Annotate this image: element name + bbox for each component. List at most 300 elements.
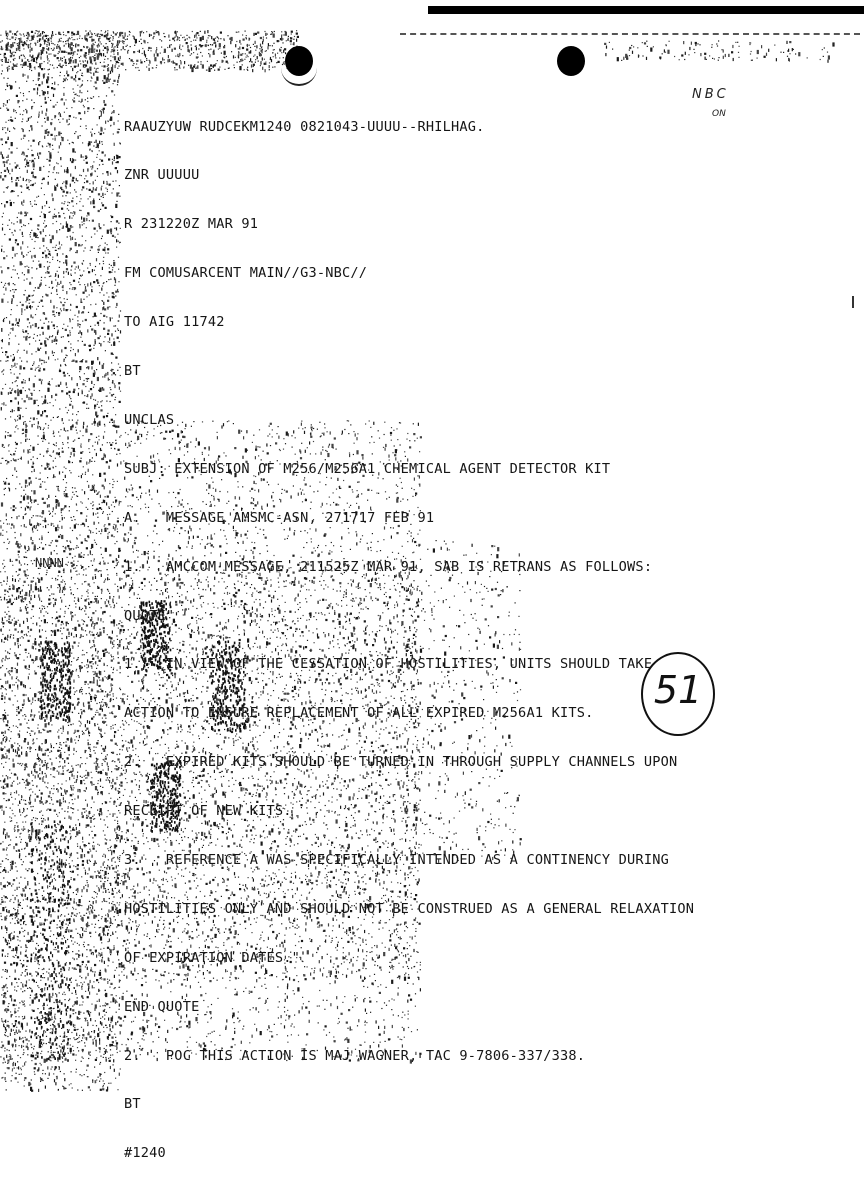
scan-speck — [10, 648, 11, 649]
scan-speck — [44, 266, 45, 267]
scan-speck — [20, 246, 21, 249]
scan-speck — [63, 262, 64, 263]
scan-speck — [116, 872, 117, 873]
scan-speck — [2, 300, 3, 301]
scan-speck — [97, 596, 98, 597]
scan-speck — [97, 77, 98, 78]
scan-speck — [42, 145, 43, 146]
scan-speck — [32, 325, 33, 326]
scan-speck — [88, 408, 89, 409]
scan-speck — [74, 519, 75, 520]
scan-speck — [21, 1001, 22, 1002]
scan-speck — [84, 783, 85, 784]
scan-speck — [10, 411, 11, 412]
scan-speck — [53, 431, 54, 432]
scan-speck — [75, 269, 76, 270]
scan-speck — [113, 502, 114, 503]
scan-speck — [95, 81, 97, 83]
scan-speck — [1, 347, 2, 348]
scan-speck — [82, 390, 83, 391]
scan-speck — [17, 385, 18, 386]
scan-speck — [43, 1007, 44, 1010]
scan-speck — [108, 330, 110, 332]
scan-speck — [24, 936, 25, 937]
scan-speck — [41, 1064, 42, 1065]
scan-speck — [4, 285, 5, 286]
scan-speck — [61, 793, 62, 796]
scan-speck — [15, 1063, 16, 1066]
scan-speck — [16, 318, 17, 321]
scan-speck — [18, 679, 19, 680]
scan-speck — [2, 70, 3, 71]
scan-speck — [63, 935, 64, 936]
scan-speck — [108, 252, 109, 253]
scan-speck — [71, 347, 72, 348]
scan-speck — [73, 680, 74, 683]
scan-speck — [109, 926, 110, 927]
scan-speck — [28, 547, 29, 550]
scan-speck — [59, 112, 60, 113]
scan-speck — [33, 295, 34, 296]
scan-speck — [117, 639, 118, 640]
scan-speck — [80, 501, 81, 502]
scan-speck — [53, 167, 54, 170]
scan-speck — [25, 380, 26, 381]
scan-speck — [118, 662, 120, 664]
scan-speck — [29, 519, 30, 522]
scan-speck — [117, 518, 118, 519]
scan-speck — [37, 122, 38, 123]
scan-speck — [16, 676, 17, 677]
scan-speck — [71, 978, 72, 979]
scan-speck — [100, 1021, 101, 1024]
scan-speck — [29, 800, 30, 801]
scan-speck — [97, 1001, 98, 1002]
scan-speck — [93, 281, 95, 283]
scan-speck — [24, 152, 25, 155]
scan-speck — [64, 495, 65, 496]
scan-speck — [6, 187, 7, 188]
scan-speck — [116, 909, 117, 910]
scan-speck — [44, 323, 45, 324]
scan-speck — [113, 596, 114, 597]
scan-speck — [45, 760, 46, 761]
scan-speck — [49, 511, 50, 512]
scan-speck — [61, 203, 62, 204]
scan-speck — [7, 750, 9, 752]
scan-speck — [95, 1082, 96, 1083]
scan-speck — [18, 620, 19, 621]
scan-speck — [47, 117, 49, 121]
scan-speck — [41, 183, 42, 184]
scan-speck — [105, 925, 107, 927]
scan-speck — [41, 438, 42, 439]
scan-speck — [106, 1059, 107, 1062]
scan-speck — [95, 513, 96, 514]
scan-speck — [114, 852, 115, 853]
scan-speck — [17, 217, 18, 218]
scan-speck — [18, 212, 19, 213]
scan-speck — [39, 823, 40, 824]
scan-speck — [101, 554, 102, 555]
scan-speck — [35, 694, 36, 695]
scan-speck — [21, 849, 22, 850]
scan-speck — [115, 1022, 116, 1025]
scan-speck — [37, 523, 38, 526]
scan-speck — [48, 249, 49, 250]
scan-speck — [19, 887, 20, 888]
scan-speck — [13, 635, 14, 636]
scan-speck — [103, 363, 104, 364]
scan-speck — [111, 678, 113, 680]
scan-speck — [18, 918, 19, 919]
scan-speck — [94, 142, 95, 143]
scan-speck — [60, 157, 61, 160]
scan-speck — [74, 942, 75, 943]
scan-speck — [16, 1005, 17, 1006]
scan-speck — [33, 88, 35, 90]
scan-speck — [23, 332, 24, 333]
scan-speck — [56, 289, 57, 292]
scan-speck — [11, 885, 12, 886]
scan-speck — [5, 1035, 6, 1036]
scan-speck — [12, 813, 13, 814]
scan-speck — [51, 996, 52, 997]
scan-speck — [112, 599, 113, 602]
scan-speck — [113, 354, 114, 355]
scan-speck — [95, 924, 96, 925]
scan-speck — [8, 619, 9, 620]
scan-speck — [36, 943, 37, 944]
scan-speck — [99, 811, 100, 812]
scan-speck — [110, 798, 111, 799]
scan-speck — [93, 819, 94, 820]
scan-speck — [93, 486, 94, 489]
scan-speck — [22, 329, 23, 330]
scan-speck — [113, 1045, 114, 1046]
scan-speck — [89, 735, 90, 736]
scan-speck — [79, 278, 80, 279]
scan-speck — [56, 162, 57, 163]
scan-speck — [17, 1082, 18, 1083]
scan-speck — [9, 653, 10, 654]
scan-speck — [42, 441, 43, 442]
scan-speck — [109, 987, 110, 988]
scan-speck — [38, 949, 40, 951]
scan-speck — [88, 1032, 89, 1033]
scan-speck — [54, 214, 55, 215]
scan-speck — [29, 1004, 30, 1005]
scan-speck — [81, 977, 82, 978]
scan-speck — [64, 507, 65, 508]
scan-speck — [70, 854, 72, 856]
scan-speck — [31, 659, 33, 661]
scan-speck — [95, 400, 96, 401]
scan-speck — [110, 37, 111, 38]
scan-speck — [73, 568, 74, 569]
scan-speck — [72, 142, 73, 143]
scan-speck — [41, 516, 42, 517]
scan-speck — [83, 425, 84, 428]
scan-speck — [104, 104, 106, 106]
scan-speck — [6, 1029, 7, 1030]
scan-speck — [62, 189, 63, 190]
scan-speck — [42, 257, 43, 258]
scan-speck — [88, 448, 89, 449]
scan-speck — [27, 326, 28, 327]
scan-speck — [35, 700, 36, 701]
scan-speck — [81, 175, 82, 176]
scan-speck — [82, 474, 83, 475]
scan-speck — [67, 140, 68, 141]
scan-speck — [54, 209, 55, 210]
scan-speck — [50, 420, 51, 421]
scan-speck — [73, 723, 74, 724]
scan-speck — [50, 122, 52, 124]
scan-speck — [42, 81, 43, 84]
scan-speck — [32, 542, 34, 544]
scan-speck — [95, 712, 96, 713]
scan-speck — [89, 72, 90, 73]
scan-speck — [35, 401, 36, 402]
scan-speck — [71, 618, 72, 621]
scan-speck — [56, 789, 57, 790]
scan-speck — [84, 106, 85, 107]
scan-speck — [114, 801, 115, 802]
scan-speck — [52, 257, 53, 258]
scan-speck — [6, 519, 7, 520]
scan-speck — [90, 132, 91, 133]
scan-speck — [77, 874, 78, 875]
scan-speck — [102, 376, 103, 377]
scan-speck — [65, 468, 66, 469]
scan-speck — [26, 297, 28, 301]
scan-speck — [85, 175, 86, 176]
scan-speck — [21, 525, 22, 526]
scan-speck — [90, 634, 91, 635]
scan-speck — [104, 500, 105, 503]
scan-speck — [28, 728, 29, 729]
scan-speck — [30, 936, 32, 940]
scan-speck — [45, 250, 46, 251]
scan-speck — [67, 545, 69, 547]
scan-speck — [114, 285, 115, 286]
scan-speck — [64, 900, 65, 901]
scan-speck — [26, 121, 27, 122]
scan-speck — [68, 210, 69, 211]
scan-speck — [48, 182, 49, 185]
scan-speck — [19, 357, 20, 358]
scan-speck — [70, 248, 72, 250]
scan-speck — [92, 220, 94, 222]
scan-speck — [96, 544, 97, 545]
scan-speck — [99, 1042, 100, 1045]
scan-speck — [65, 99, 66, 100]
scan-speck — [56, 504, 57, 505]
scan-speck — [89, 439, 90, 440]
scan-speck — [57, 67, 58, 68]
scan-speck — [69, 119, 70, 120]
scan-speck — [109, 264, 110, 265]
scan-speck — [108, 591, 109, 592]
scan-speck — [67, 236, 68, 237]
scan-speck — [71, 218, 72, 219]
scan-speck — [53, 305, 54, 308]
scan-speck — [60, 365, 61, 366]
scan-speck — [51, 293, 52, 294]
scan-speck — [52, 149, 53, 150]
scan-speck — [23, 931, 24, 932]
scan-speck — [27, 906, 28, 907]
scan-speck — [59, 754, 61, 758]
scan-speck — [59, 145, 60, 148]
scan-speck — [77, 620, 78, 621]
scan-speck — [34, 334, 35, 335]
scan-speck — [72, 226, 73, 227]
scan-speck — [12, 289, 13, 290]
scan-speck — [98, 635, 100, 637]
scan-speck — [24, 816, 25, 817]
scan-speck — [71, 661, 72, 662]
scan-speck — [92, 971, 93, 972]
scan-speck — [22, 591, 23, 592]
scan-speck — [95, 714, 96, 715]
scan-speck — [53, 474, 54, 477]
scan-speck — [47, 731, 49, 733]
scan-speck — [61, 208, 63, 210]
scan-speck — [6, 783, 8, 787]
scan-speck — [16, 851, 17, 852]
scan-speck — [74, 98, 75, 99]
scan-speck — [55, 973, 56, 976]
scan-speck — [47, 267, 48, 270]
scan-speck — [62, 451, 64, 453]
scan-speck — [105, 207, 107, 209]
scan-speck — [61, 600, 62, 603]
scan-speck — [14, 618, 15, 619]
scan-speck — [109, 508, 110, 509]
scan-speck — [97, 517, 98, 518]
scan-speck — [41, 923, 42, 924]
scan-speck — [46, 146, 47, 147]
scan-speck — [79, 95, 80, 96]
scan-speck — [44, 827, 45, 828]
scan-speck — [110, 922, 112, 924]
scan-speck — [30, 795, 31, 796]
scan-speck — [26, 723, 27, 724]
scan-speck — [70, 1038, 71, 1039]
scan-speck — [23, 684, 24, 687]
scan-speck — [0, 520, 1, 521]
scan-speck — [20, 219, 22, 223]
scan-speck — [95, 63, 96, 64]
scan-speck — [99, 507, 101, 509]
scan-speck — [43, 891, 44, 892]
scan-speck — [3, 721, 4, 722]
scan-speck — [97, 712, 98, 713]
scan-speck — [69, 1029, 70, 1030]
scan-speck — [17, 416, 18, 417]
scan-speck — [24, 782, 25, 783]
scan-speck — [11, 731, 12, 732]
scan-speck — [56, 617, 58, 619]
scan-speck — [35, 183, 36, 184]
scan-speck — [25, 494, 26, 495]
scan-speck — [8, 444, 9, 445]
scan-speck — [30, 688, 31, 689]
scan-speck — [3, 444, 4, 445]
scan-speck — [51, 87, 53, 89]
scan-speck — [112, 631, 113, 634]
scan-speck — [25, 787, 26, 788]
scan-speck — [57, 102, 58, 103]
scan-speck — [15, 381, 16, 382]
scan-speck — [5, 1081, 6, 1082]
scan-speck — [83, 702, 84, 705]
scan-speck — [102, 204, 104, 206]
scan-speck — [16, 1073, 17, 1074]
scan-speck — [20, 38, 21, 41]
scan-speck — [102, 236, 103, 237]
scan-speck — [20, 591, 21, 594]
scan-speck — [70, 569, 71, 572]
scan-speck — [119, 436, 120, 437]
scan-speck — [33, 255, 34, 256]
scan-speck — [76, 751, 77, 752]
scan-speck — [37, 88, 38, 91]
scan-speck — [89, 860, 90, 861]
scan-speck — [26, 668, 27, 669]
scan-speck — [55, 359, 56, 360]
scan-speck — [24, 573, 25, 574]
scan-speck — [76, 1069, 77, 1070]
scan-speck — [102, 870, 103, 871]
scan-speck — [23, 826, 24, 827]
scan-speck — [17, 643, 18, 644]
scan-speck — [113, 813, 114, 816]
scan-speck — [80, 757, 81, 758]
scan-speck — [79, 57, 80, 58]
scan-speck — [115, 204, 117, 208]
scan-speck — [39, 768, 40, 771]
scan-speck — [94, 461, 95, 462]
scan-speck — [61, 508, 63, 510]
scan-speck — [74, 627, 76, 631]
scan-speck — [39, 390, 40, 391]
scan-speck — [19, 42, 20, 45]
scan-speck — [64, 347, 66, 349]
scan-speck — [9, 1054, 10, 1055]
scan-speck — [104, 1015, 105, 1016]
scan-speck — [60, 752, 61, 753]
scan-speck — [41, 620, 42, 621]
scan-speck — [58, 621, 59, 622]
scan-speck — [118, 269, 119, 270]
scan-speck — [47, 606, 48, 607]
scan-speck — [53, 526, 54, 527]
scan-speck — [47, 505, 48, 508]
scan-speck — [99, 927, 100, 928]
scan-speck — [104, 453, 105, 456]
scan-speck — [66, 78, 67, 79]
scan-speck — [95, 325, 96, 326]
scan-speck — [108, 563, 109, 564]
scan-speck — [86, 516, 87, 517]
scan-speck — [71, 452, 72, 455]
scan-speck — [83, 169, 84, 172]
scan-speck — [91, 191, 93, 193]
scan-speck — [102, 109, 103, 110]
